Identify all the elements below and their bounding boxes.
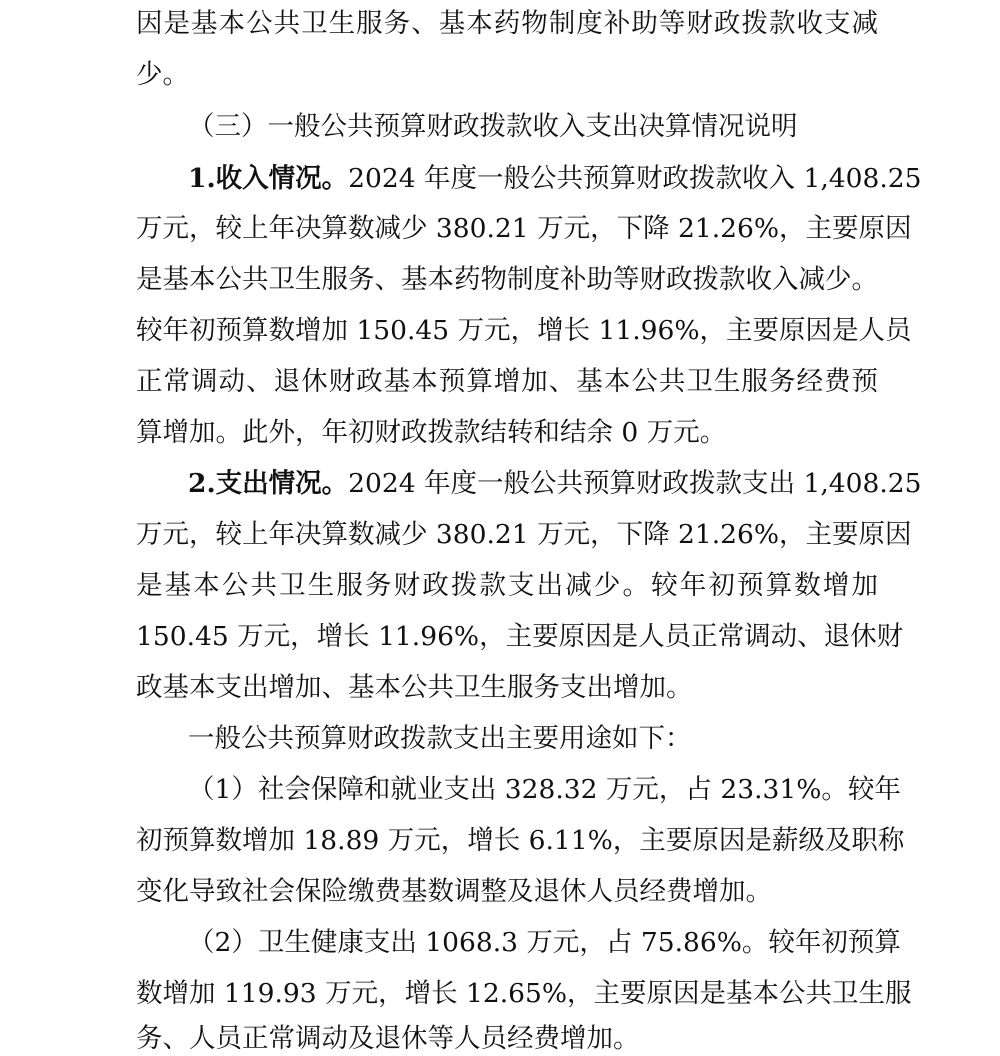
- paragraph-line: 数增加 119.93 万元，增长 12.65%，主要原因是基本公共卫生服: [136, 978, 912, 1009]
- paragraph-line: [188, 162, 922, 196]
- subsection-lead: 1.收入情况。: [188, 163, 349, 194]
- paragraph-line: 初预算数增加 18.89 万元，增长 6.11%，主要原因是薪级及职称: [136, 825, 905, 856]
- paragraph-text: 2024 年度一般公共预算财政拨款收入 1,408.25: [348, 163, 922, 194]
- paragraph-line: 因是基本公共卫生服务、基本药物制度补助等财政拨款收支减: [136, 8, 878, 39]
- paragraph-line: 是基本公共卫生服务、基本药物制度补助等财政拨款收入减少。: [136, 264, 878, 295]
- paragraph-line: 正常调动、退休财政基本预算增加、基本公共卫生服务经费预: [136, 366, 878, 397]
- paragraph-text: 2024 年度一般公共预算财政拨款支出 1,408.25: [348, 468, 922, 499]
- section-heading: （三）一般公共预算财政拨款收入支出决算情况说明: [188, 111, 798, 142]
- paragraph-line: 政基本支出增加、基本公共卫生服务支出增加。: [136, 672, 693, 703]
- paragraph-line: [188, 467, 922, 501]
- paragraph-line: 务、人员正常调动及退休等人员经费增加。: [136, 1023, 640, 1054]
- paragraph-line: 150.45 万元，增长 11.96%，主要原因是人员正常调动、退休财: [136, 621, 904, 652]
- paragraph-line: （2）卫生健康支出 1068.3 万元，占 75.86%。较年初预算: [188, 927, 901, 958]
- paragraph-line: 万元，较上年决算数减少 380.21 万元，下降 21.26%，主要原因: [136, 213, 912, 244]
- paragraph-line: （1）社会保障和就业支出 328.32 万元，占 23.31%。较年: [188, 774, 901, 805]
- paragraph-line: 少。: [136, 59, 189, 90]
- paragraph-line: 是基本公共卫生服务财政拨款支出减少。较年初预算数增加: [136, 570, 878, 601]
- paragraph-line: 算增加。此外，年初财政拨款结转和结余 0 万元。: [136, 417, 727, 448]
- subsection-lead: 2.支出情况。: [188, 468, 349, 499]
- paragraph-line: 万元，较上年决算数减少 380.21 万元，下降 21.26%，主要原因: [136, 519, 912, 550]
- paragraph-line: 变化导致社会保险缴费基数调整及退休人员经费增加。: [136, 876, 772, 907]
- paragraph-line: 较年初预算数增加 150.45 万元，增长 11.96%，主要原因是人员: [136, 315, 912, 346]
- paragraph-line: 一般公共预算财政拨款支出主要用途如下：: [188, 723, 692, 754]
